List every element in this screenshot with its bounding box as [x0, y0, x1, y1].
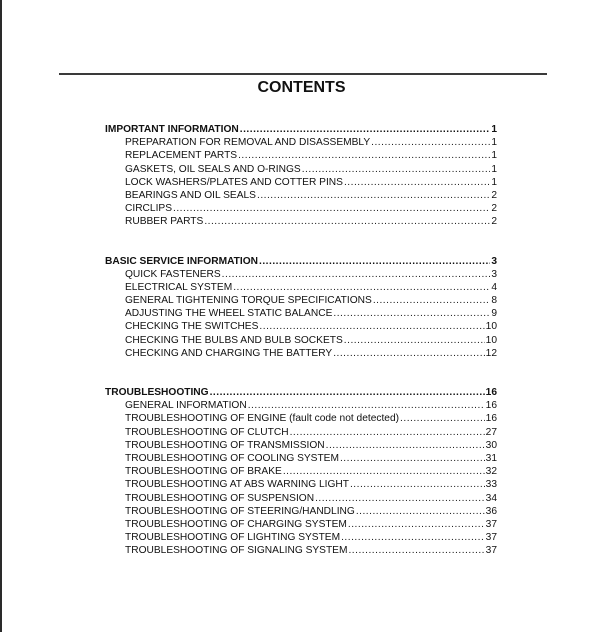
dot-leader: [233, 281, 490, 294]
toc-entry[interactable]: [105, 202, 497, 215]
toc-entry-label: CHECKING THE SWITCHES: [125, 321, 259, 333]
toc-entry-label: ADJUSTING THE WHEEL STATIC BALANCE: [125, 308, 333, 320]
toc-entry-label: TROUBLESHOOTING OF SUSPENSION: [125, 492, 315, 504]
toc-entry-label: CIRCLIPS: [125, 203, 172, 215]
toc-entry-label: QUICK FASTENERS: [125, 268, 221, 280]
toc-page-number: 2: [491, 189, 497, 201]
toc-page-number: 1: [491, 137, 497, 149]
toc-entry-label: GASKETS, OIL SEALS AND O-RINGS: [125, 163, 301, 175]
dot-leader: [326, 439, 485, 452]
dot-leader: [290, 426, 485, 439]
toc-entry-label: TROUBLESHOOTING OF BRAKE: [125, 466, 282, 478]
dot-leader: [356, 505, 485, 518]
dot-leader: [340, 452, 485, 465]
toc-entry-label: RUBBER PARTS: [125, 216, 204, 228]
dot-leader: [248, 399, 485, 412]
toc-entry[interactable]: [105, 531, 497, 544]
dot-leader: [238, 149, 490, 162]
dot-leader: [373, 294, 491, 307]
toc-page-number: 8: [491, 295, 497, 307]
dot-leader: [259, 320, 484, 333]
header-rule: [59, 73, 547, 75]
toc-entry[interactable]: [105, 426, 497, 439]
dot-leader: [240, 123, 491, 136]
toc-page-number: 10: [485, 321, 497, 333]
dot-leader: [173, 202, 490, 215]
toc-page-number: 2: [491, 216, 497, 228]
dot-leader: [315, 492, 485, 505]
toc-entry-label: TROUBLESHOOTING OF LIGHTING SYSTEM: [125, 532, 341, 544]
toc-page-number: 37: [485, 518, 497, 530]
dot-leader: [333, 347, 484, 360]
dot-leader: [350, 478, 485, 491]
toc-page-number: 4: [491, 281, 497, 293]
dot-leader: [259, 255, 490, 268]
toc-entry[interactable]: [105, 452, 497, 465]
toc-page-number: 10: [485, 334, 497, 346]
toc-entry-label: TROUBLESHOOTING OF STEERING/HANDLING: [125, 505, 355, 517]
toc-entry[interactable]: [105, 544, 497, 557]
toc-page-number: 33: [485, 479, 497, 491]
toc-section-basic-service-information: [105, 255, 497, 361]
dot-leader: [302, 163, 491, 176]
page-title: CONTENTS: [257, 79, 346, 96]
toc-heading[interactable]: [105, 255, 497, 268]
toc-entry-label: TROUBLESHOOTING OF TRANSMISSION: [125, 439, 325, 451]
toc-entry-label: LOCK WASHERS/PLATES AND COTTER PINS: [125, 176, 343, 188]
toc-entry-label: TROUBLESHOOTING OF COOLING SYSTEM: [125, 452, 339, 464]
toc-page-number: 9: [491, 308, 497, 320]
toc-entry[interactable]: [105, 439, 497, 452]
toc-entry-label: REPLACEMENT PARTS: [125, 150, 238, 162]
toc-entry-label: GENERAL INFORMATION: [125, 400, 247, 412]
dot-leader: [222, 268, 491, 281]
toc-heading[interactable]: [105, 123, 497, 136]
toc-page-number: 27: [485, 426, 497, 438]
dot-leader: [283, 465, 485, 478]
toc-page-number: 1: [491, 163, 497, 175]
toc-entry-label: CHECKING THE BULBS AND BULB SOCKETS: [125, 334, 343, 346]
toc-page-number: 36: [485, 505, 497, 517]
dot-leader: [348, 518, 485, 531]
toc-entry[interactable]: [105, 320, 497, 333]
toc-entry[interactable]: [105, 505, 497, 518]
dot-leader: [210, 386, 485, 399]
toc-page-number: 37: [485, 545, 497, 557]
toc-entry[interactable]: [105, 307, 497, 320]
toc-entry-label: BEARINGS AND OIL SEALS: [125, 189, 256, 201]
toc-page-number: 12: [485, 347, 497, 359]
dot-leader: [400, 412, 485, 425]
toc-entry-label: GENERAL TIGHTENING TORQUE SPECIFICATIONS: [125, 295, 372, 307]
toc-entry[interactable]: [105, 399, 497, 412]
toc-page-number: 16: [485, 400, 497, 412]
toc-entry[interactable]: [105, 215, 497, 228]
toc-section-important-information: [105, 123, 497, 229]
toc-entry[interactable]: [105, 465, 497, 478]
toc-entry[interactable]: [105, 136, 497, 149]
toc-page-number: 1: [491, 176, 497, 188]
toc-entry-label: TROUBLESHOOTING OF SIGNALING SYSTEM: [125, 545, 348, 557]
toc-entry[interactable]: [105, 334, 497, 347]
toc-page-number: 32: [485, 466, 497, 478]
toc-heading-label: IMPORTANT INFORMATION: [105, 124, 239, 135]
toc-entry[interactable]: [105, 281, 497, 294]
toc-page-number: 16: [485, 387, 497, 398]
toc-entry[interactable]: [105, 347, 497, 360]
dot-leader: [344, 334, 485, 347]
toc-entry[interactable]: [105, 412, 497, 425]
toc-heading[interactable]: [105, 386, 497, 399]
toc-entry-label: TROUBLESHOOTING OF CLUTCH: [125, 426, 289, 438]
toc-page-number: 3: [491, 268, 497, 280]
toc-heading-label: BASIC SERVICE INFORMATION: [105, 255, 259, 267]
toc-page-number: 37: [485, 532, 497, 544]
toc-entry-label: CHECKING AND CHARGING THE BATTERY: [125, 347, 333, 359]
toc-page-number: 3: [491, 255, 497, 267]
toc-entry-label: TROUBLESHOOTING AT ABS WARNING LIGHT: [125, 479, 349, 491]
toc-entry[interactable]: [105, 492, 497, 505]
toc-heading-label: TROUBLESHOOTING: [105, 387, 209, 398]
toc-entry[interactable]: [105, 189, 497, 202]
dot-leader: [348, 544, 484, 557]
toc-page-number: 16: [485, 413, 497, 425]
toc-entry[interactable]: [105, 176, 497, 189]
toc-entry[interactable]: [105, 163, 497, 176]
table-of-contents: [105, 123, 497, 583]
dot-leader: [333, 307, 490, 320]
toc-entry-label: ELECTRICAL SYSTEM: [125, 281, 233, 293]
toc-entry[interactable]: [105, 478, 497, 491]
toc-page-number: 30: [485, 439, 497, 451]
toc-page-number: 1: [491, 124, 497, 135]
toc-entry-label: PREPARATION FOR REMOVAL AND DISASSEMBLY: [125, 137, 371, 149]
toc-entry[interactable]: [105, 294, 497, 307]
toc-entry-label: TROUBLESHOOTING OF CHARGING SYSTEM: [125, 518, 347, 530]
toc-page-number: 31: [485, 452, 497, 464]
toc-page-number: 34: [485, 492, 497, 504]
dot-leader: [204, 215, 490, 228]
dot-leader: [371, 136, 490, 149]
toc-section-troubleshooting: [105, 386, 497, 557]
toc-entry-label: TROUBLESHOOTING OF ENGINE (fault code not detected): [125, 413, 400, 425]
toc-page-number: 2: [491, 203, 497, 215]
toc-entry[interactable]: [105, 149, 497, 162]
dot-leader: [344, 176, 490, 189]
dot-leader: [257, 189, 490, 202]
toc-entry[interactable]: [105, 268, 497, 281]
toc-entry[interactable]: [105, 518, 497, 531]
dot-leader: [341, 531, 485, 544]
toc-page-number: 1: [491, 150, 497, 162]
